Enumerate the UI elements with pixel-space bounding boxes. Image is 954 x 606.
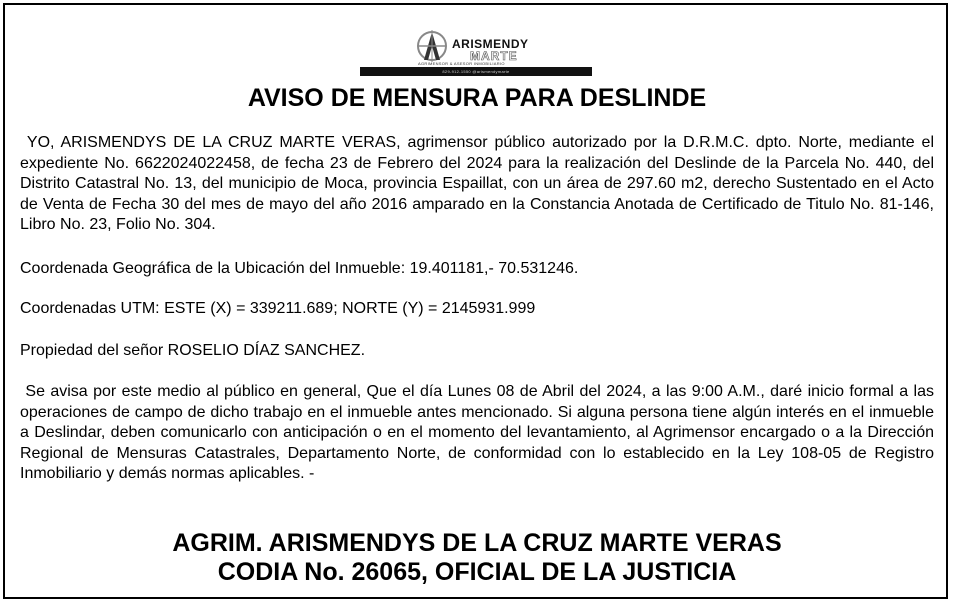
logo-brand-name: ARISMENDY (452, 37, 529, 51)
notice-title: AVISO DE MENSURA PARA DESLINDE (247, 84, 707, 112)
logo-subtitle: AGRIMENSOR & ASESOR INMOBILIARIO (418, 61, 505, 66)
signature-credentials: CODIA No. 26065, OFICIAL DE LA JUSTICIA (217, 558, 737, 586)
signature-name: AGRIM. ARISMENDYS DE LA CRUZ MARTE VERAS (172, 529, 782, 557)
notice-paragraph-intro: YO, ARISMENDYS DE LA CRUZ MARTE VERAS, agrimensor público autorizado por la D.R.M.C. dpto. Norte, mediante el expediente No. 6622024022458, de fecha 23 de Febrero del 2024 para la realización del Deslinde de la Parcela No. 440, del Distrito Catastral No. 13, del municipio de Moca, provincia Espaillat, con un área de 297.60 m2, derecho Sustentado en el Acto de Venta de Fecha 30 del mes de mayo del año 2016 amparado en la Constancia Anotada de Certificado de Titulo No. 81-146, Libro No. 23, Folio No. 304. (20, 134, 939, 233)
geographic-coordinates: Coordenada Geográfica de la Ubicación del Inmueble: 19.401181,- 70.531246. (20, 260, 579, 277)
logo-brand-surname: MARTE (470, 49, 518, 63)
notice-paragraph-announcement: Se avisa por este medio al público en general, Que el día Lunes 08 de Abril del 2024, a las 9:00 A.M., daré inicio formal a las operaciones de campo de dicho trabajo en el inmueble antes mencionado. Si alguna persona tiene algún interés en el inmueble a Deslindar, deben comunicarlo con anticipación o en el momento del levantamiento, al Agrimensor encargado o a la Dirección Regional de Mensuras Catastrales, Departamento Norte, de conformidad con lo establecido en la Ley 108-05 de Registro Inmobiliario y demás normas aplicables. - (20, 383, 939, 482)
property-owner: Propiedad del señor ROSELIO DÍAZ SANCHEZ. (20, 342, 366, 359)
logo-contact-bar: 829-912-1550 @arismendymarte (360, 67, 592, 76)
utm-coordinates: Coordenadas UTM: ESTE (X) = 339211.689; NORTE (Y) = 2145931.999 (20, 300, 536, 317)
